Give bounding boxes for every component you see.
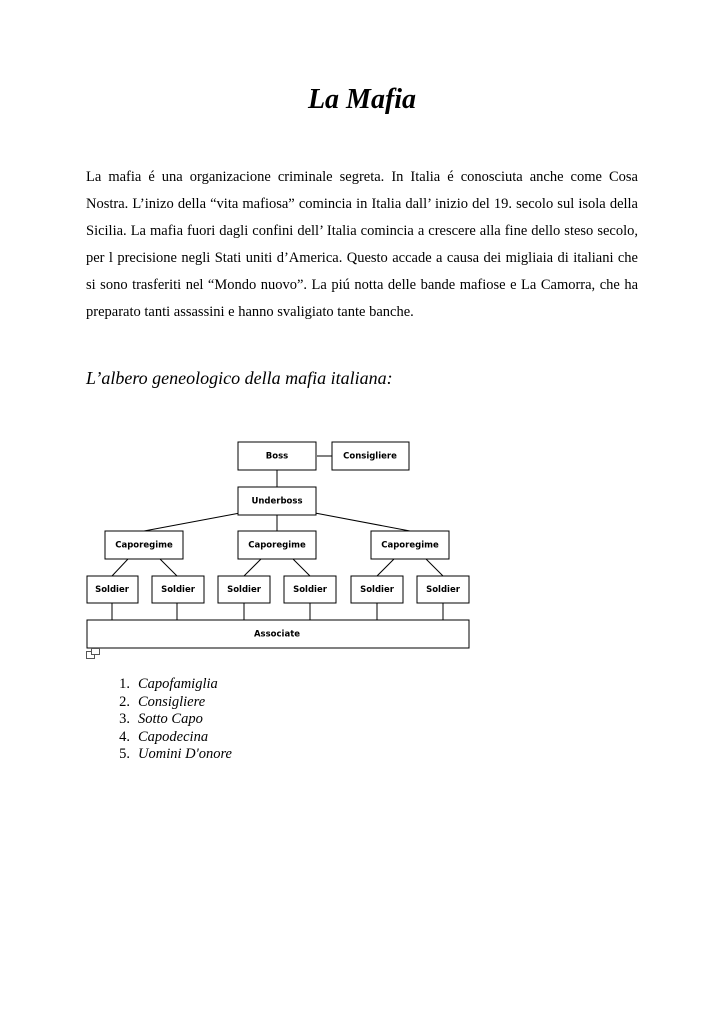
list-item-label: Sotto Capo (138, 711, 203, 727)
node-soldier-3 (218, 576, 270, 603)
node-caporegime-2 (238, 531, 316, 559)
node-soldier-1-label: Soldier (95, 585, 129, 595)
node-underboss (238, 487, 316, 515)
list-item (86, 711, 232, 729)
node-soldier-2 (152, 576, 204, 603)
link-capo2-soldier3 (244, 559, 261, 576)
list-item-label: Consigliere (138, 693, 206, 710)
node-soldier-6-label: Soldier (426, 585, 460, 595)
roles-list (86, 676, 232, 764)
node-soldier-6 (417, 576, 469, 603)
section-subtitle: L’albero geneologico della mafia italiana: (86, 368, 393, 388)
list-item-number: 4. (119, 728, 130, 745)
node-soldier-2-label: Soldier (161, 585, 195, 595)
node-caporegime-1-label: Caporegime (115, 540, 173, 551)
list-item-number: 2. (119, 693, 130, 710)
node-consigliere-label: Consigliere (343, 451, 397, 462)
list-item-number: 1. (119, 676, 130, 692)
document-title: La Mafia (307, 84, 417, 115)
list-item (86, 694, 232, 712)
link-capo1-soldier2 (160, 559, 177, 576)
node-underboss-label: Underboss (251, 496, 303, 507)
node-associate (87, 620, 469, 648)
node-soldier-4-label: Soldier (293, 585, 327, 595)
link-underboss-capo-left (144, 513, 240, 531)
list-item-number: 3. (119, 711, 130, 727)
node-soldier-4 (284, 576, 336, 603)
node-caporegime-2-label: Caporegime (248, 540, 306, 551)
list-item-label: Uomini D'onore (138, 746, 232, 762)
link-capo3-soldier5 (377, 559, 394, 576)
node-soldier-5-label: Soldier (360, 585, 394, 595)
link-underboss-capo-right (315, 513, 410, 531)
node-caporegime-3-label: Caporegime (381, 540, 439, 551)
intro-paragraph: La mafia é una organizacione criminale segreta. In Italia é conosciuta anche come Cosa Nostra. L’inizo della “vita mafiosa” comincia in Italia dall’ inizio del 19. secolo sul isola della Sicilia. La mafia fuori dagli confini dell’ Italia comincia a crescere alla fine dello steso secolo, per l precisione negli Stati uniti d’America. Questo accade a causa dei migliaia di italiani che si sono trasferiti nel “Mondo nuovo”. La piú notta delle bande mafiose e La Camorra, che ha preparato tanti assassini e hanno svaligiato tante banche. (86, 169, 638, 320)
node-caporegime-3 (371, 531, 449, 559)
node-soldier-1 (87, 576, 138, 603)
link-capo1-soldier1 (112, 559, 128, 576)
node-boss-label: Boss (265, 451, 289, 462)
node-soldier-3-label: Soldier (227, 585, 261, 595)
link-capo3-soldier6 (426, 559, 443, 576)
link-capo2-soldier4 (293, 559, 310, 576)
list-item-number: 5. (119, 746, 130, 762)
list-item-label: Capofamiglia (138, 676, 218, 692)
list-item (86, 729, 232, 747)
node-boss (238, 442, 316, 470)
node-soldier-5 (351, 576, 403, 603)
org-chart-svg (84, 438, 474, 662)
node-caporegime-1 (105, 531, 183, 559)
node-associate-label: Associate (253, 629, 301, 640)
list-item-label: Capodecina (138, 728, 209, 745)
org-chart (84, 438, 474, 662)
node-consigliere (332, 442, 409, 470)
list-item (86, 746, 232, 764)
list-item (86, 676, 232, 694)
object-anchor-icon (86, 648, 100, 660)
